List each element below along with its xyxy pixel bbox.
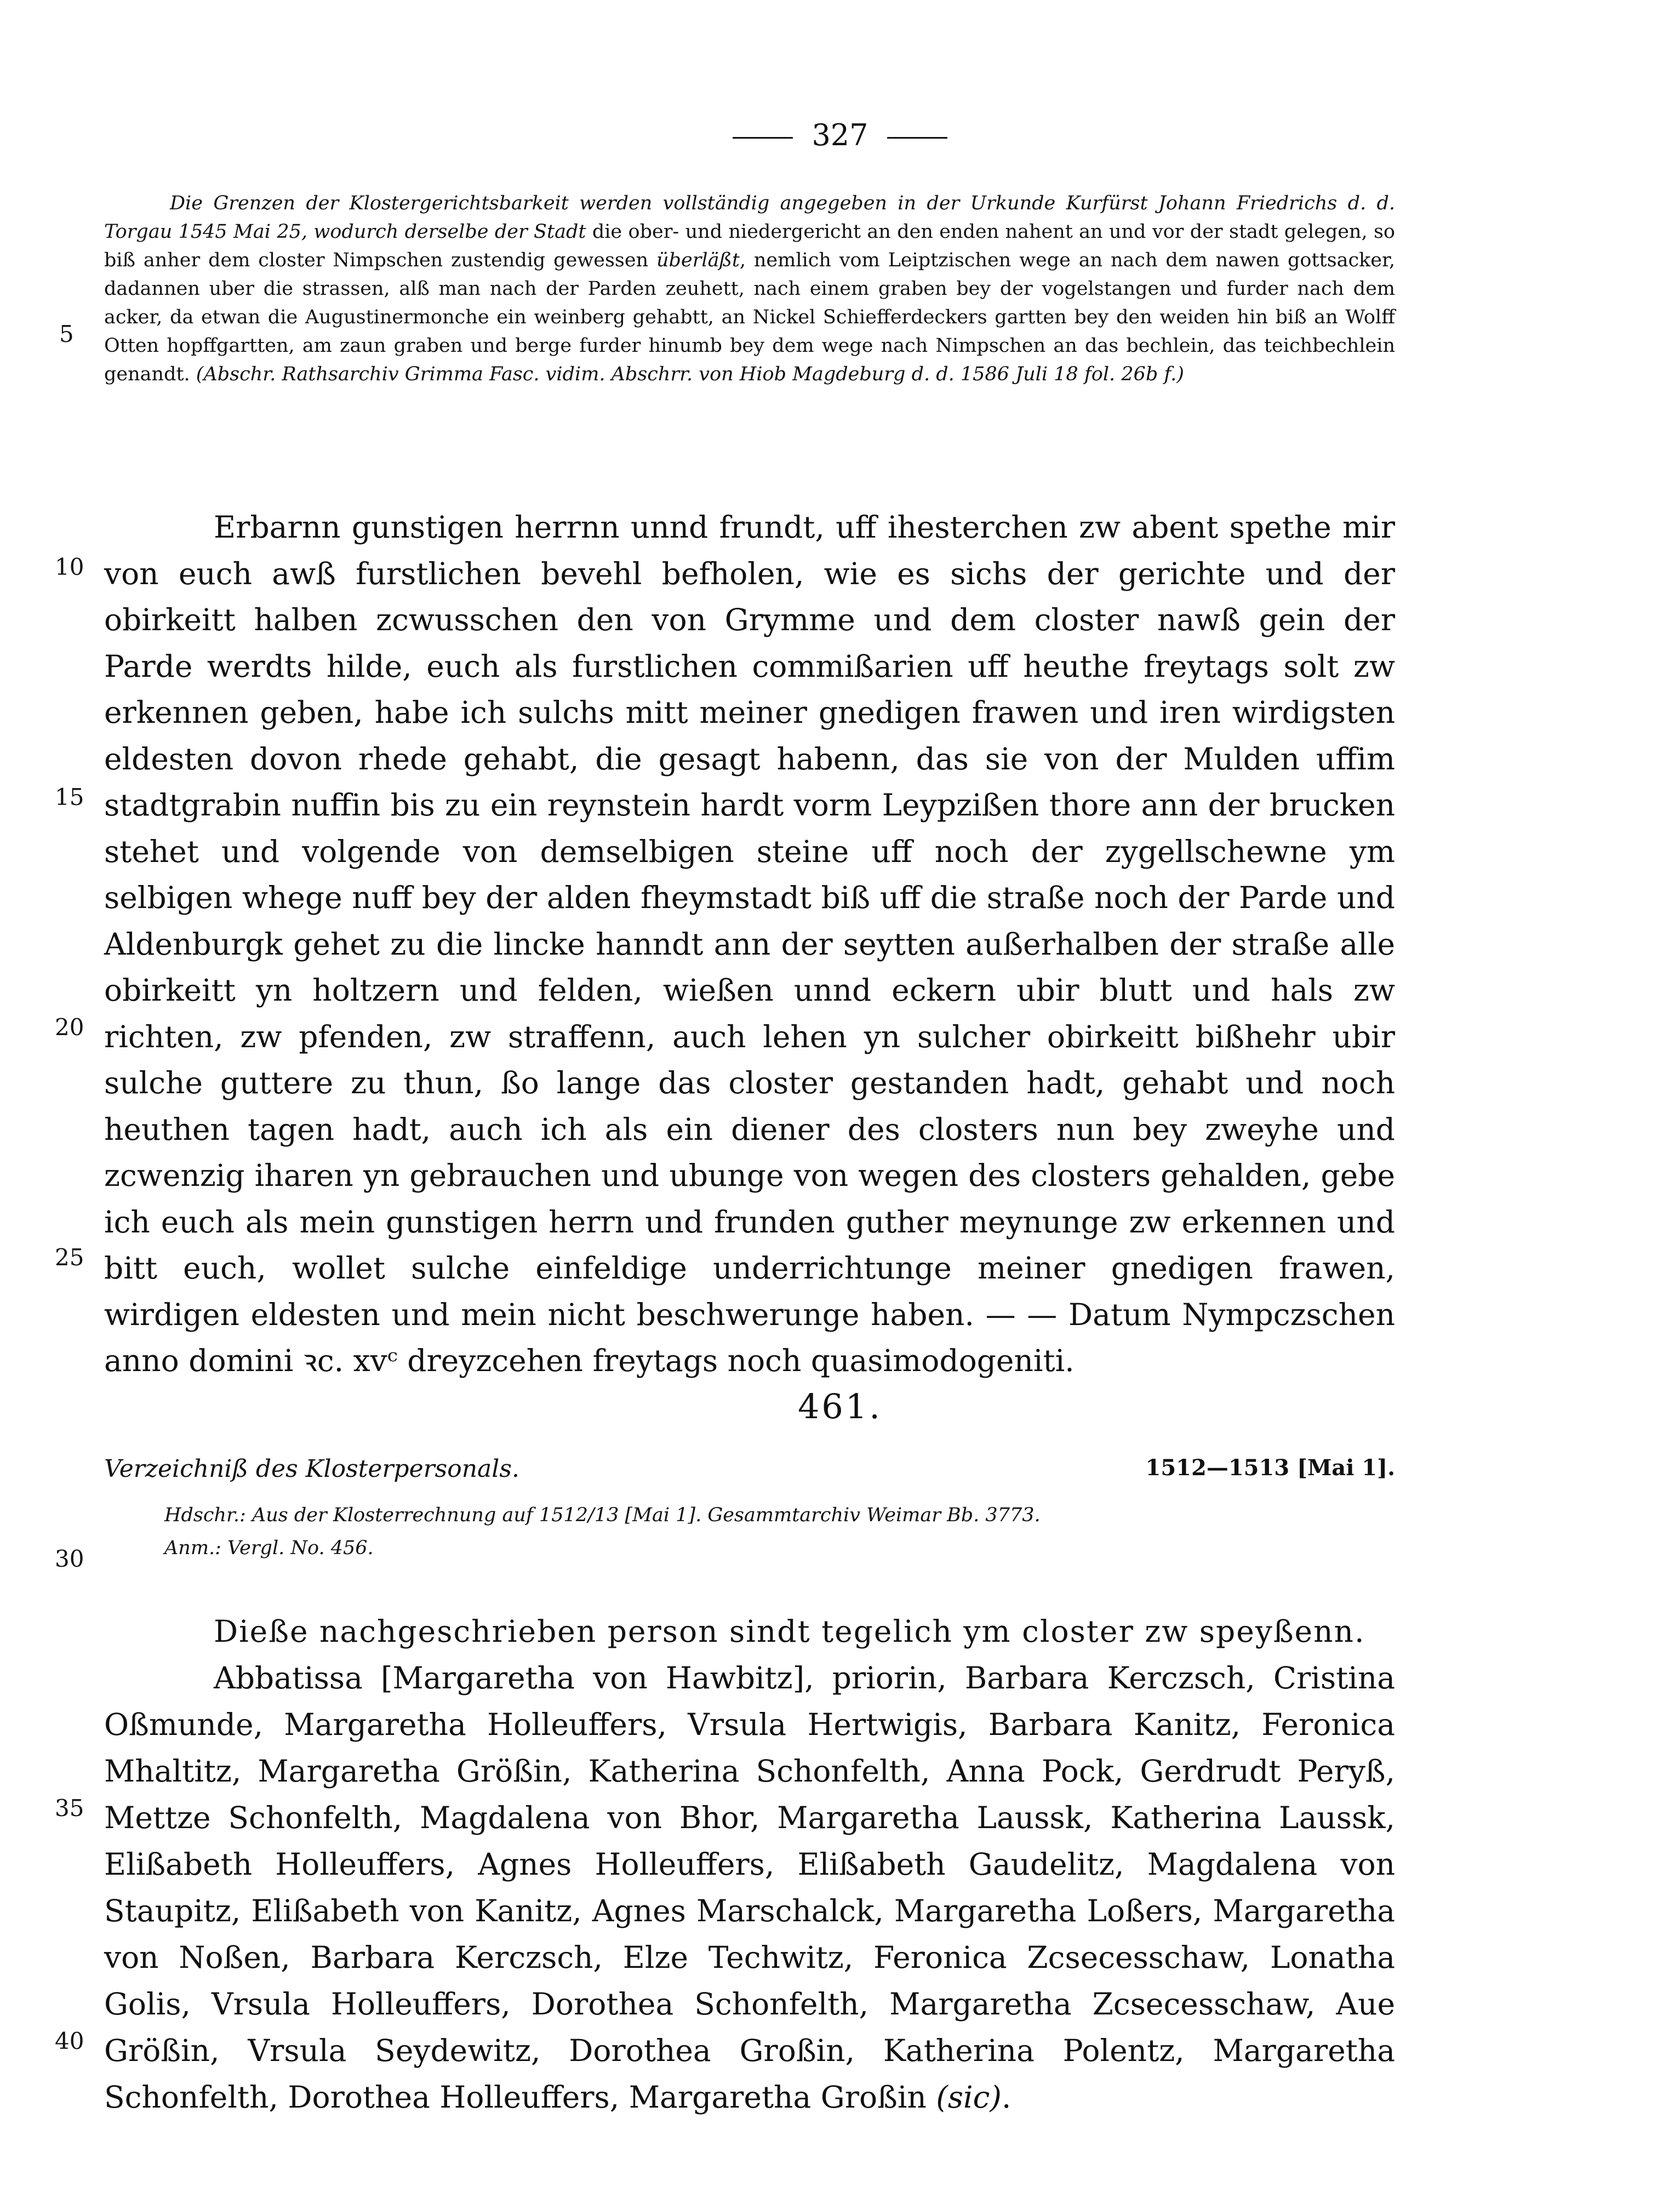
list-end-italic: (sic) <box>936 2080 1002 2115</box>
note-lead: Die Grenzen der Klostergerichtsbarkeit werden vollständig angegeben in der Urkunde Kurfürst Johann Friedrichs d. d. Torgau 1545 Mai 25, wodurch derselbe der Stadt <box>104 192 1395 243</box>
document-title: Verzeichniß des Klosterpersonals. <box>104 1455 519 1483</box>
boundary-note <box>104 189 1395 389</box>
note-source: (Abschr. Rathsarchiv Grimma Fasc. vidim. Abschrr. von Hiob Magdeburg d. d. 1586 Juli 18 fol. 26b f.) <box>196 363 1184 385</box>
line-number: 40 <box>55 2028 84 2054</box>
personnel-list <box>104 1608 1395 2121</box>
note-text-b: , nemlich vom Leiptzischen wege an nach dem nawen gottsacker, dadannen uber die strassen, alß man nach der Parden zeuhett, nach einem graben bey der vogelstangen und furder nach dem acker, da etwan die Augustinermonche ein weinberg gehabtt, an Nickel Schiefferdeckers gartten bey den weiden hin biß an Wolff Otten hopffgartten, am zaun graben und berge furder hinumb bey dem wege nach Nimpschen an das bechlein, das teichbechlein genandt. <box>104 249 1395 385</box>
line-number: 25 <box>55 1244 84 1271</box>
line-number: 20 <box>55 1014 84 1041</box>
document-number: 461. <box>797 1386 883 1426</box>
list-names <box>104 1655 1395 2121</box>
page-header <box>0 118 1680 152</box>
line-number: 5 <box>59 321 74 347</box>
letter-body <box>104 504 1395 1384</box>
boundary-note-paragraph <box>104 189 1395 389</box>
note-italic-word: überläßt <box>656 249 740 271</box>
list-intro: Dieße nachgeschrieben person sindt tegelich ym closter zw speyßenn. <box>214 1614 1365 1649</box>
document-note: Anm.: Vergl. No. 456. <box>164 1537 374 1559</box>
list-end: . <box>1001 2080 1012 2115</box>
list-names-text: Abbatissa [Margaretha von Hawbitz], priorin, Barbara Kerczsch, Cristina Oßmunde, Margaretha Holleuffers, Vrsula Hertwigis, Barbara Kanitz, Feronica Mhaltitz, Margaretha Größin, Katherina Schonfelth, Anna Pock, Gerdrudt Peryß, Mettze Schonfelth, Magdalena von Bhor, Margaretha Laussk, Katherina Laussk, Elißabeth Holleuffers, Agnes Holleuffers, Elißabeth Gaudelitz, Magdalena von Staupitz, Elißabeth von Kanitz, Agnes Marschalck, Margaretha Loßers, Margaretha von Noßen, Barbara Kerczsch, Elze Techwitz, Feronica Zcsecesschaw, Lonatha Golis, Vrsula Holleuffers, Dorothea Schonfelth, Margaretha Zcsecesschaw, Aue Größin, Vrsula Seydewitz, Dorothea Großin, Katherina Polentz, Margaretha Schonfelth, Dorothea Holleuffers, Margaretha Großin <box>104 1660 1395 2115</box>
document-headline <box>104 1455 1395 1483</box>
letter-paragraph: Erbarnn gunstigen herrnn unnd frundt, uff ihesterchen zw abent spethe mir von euch awß furstlichen bevehl befholen, wie es sichs der gerichte und der obirkeitt halben zcwusschen den von Grymme und dem closter nawß gein der Parde werdts hilde, euch als furstlichen commißarien uff heuthe freytags solt zw erkennen geben, habe ich sulchs mitt meiner gnedigen frawen und iren wirdigsten eldesten dovon rhede gehabt, die gesagt habenn, das sie von der Mulden uffim stadtgrabin nuffin bis zu ein reynstein hardt vorm Leypzißen thore ann der brucken stehet und volgende von demselbigen steine uff noch der zygellschewne ym selbigen whege nuff bey der alden fheymstadt biß uff die straße noch der Parde und Aldenburgk gehet zu die lincke hanndt ann der seytten außerhalben der straße alle obirkeitt yn holtzern und felden, wießen unnd eckern ubir blutt und hals zw richten, zw pfenden, zw straffenn, auch lehen yn sulcher obirkeitt bißhehr ubir sulche guttere zu thun, ßo lange das closter gestanden hadt, gehabt und noch heuthen tagen hadt, auch ich als ein diener des closters nun bey zweyhe und zcwenzig iharen yn gebrauchen und ubunge von wegen des closters gehalden, gebe ich euch als mein gunstigen herrn und frunden guther meynunge zw erkennen und bitt euch, wollet sulche einfeldige underrichtunge meiner gnedigen frawen, wirdigen eldesten und mein nicht beschwerunge haben. — — Datum Nympczschen anno domini ꝛc. xvᶜ dreyzcehen freytags noch quasimodogeniti. <box>104 510 1395 1378</box>
line-number: 35 <box>55 1795 84 1822</box>
line-number: 10 <box>55 553 84 580</box>
note-text-a: die ober- und niedergericht an den enden nahent an und vor der stadt gelegen, so biß anher dem closter Nimpschen zustendig gewessen <box>104 221 1395 271</box>
document-source: Hdschr.: Aus der Klosterrechnung auf 1512/13 [Mai 1]. Gesammtarchiv Weimar Bb. 3773. <box>164 1504 1041 1526</box>
header-rule-left <box>733 137 793 139</box>
document-date: 1512—1513 [Mai 1]. <box>1145 1455 1395 1481</box>
header-rule-right <box>887 137 947 139</box>
line-number: 15 <box>55 784 84 810</box>
page-number: 327 <box>812 118 868 152</box>
line-number: 30 <box>55 1545 84 1572</box>
